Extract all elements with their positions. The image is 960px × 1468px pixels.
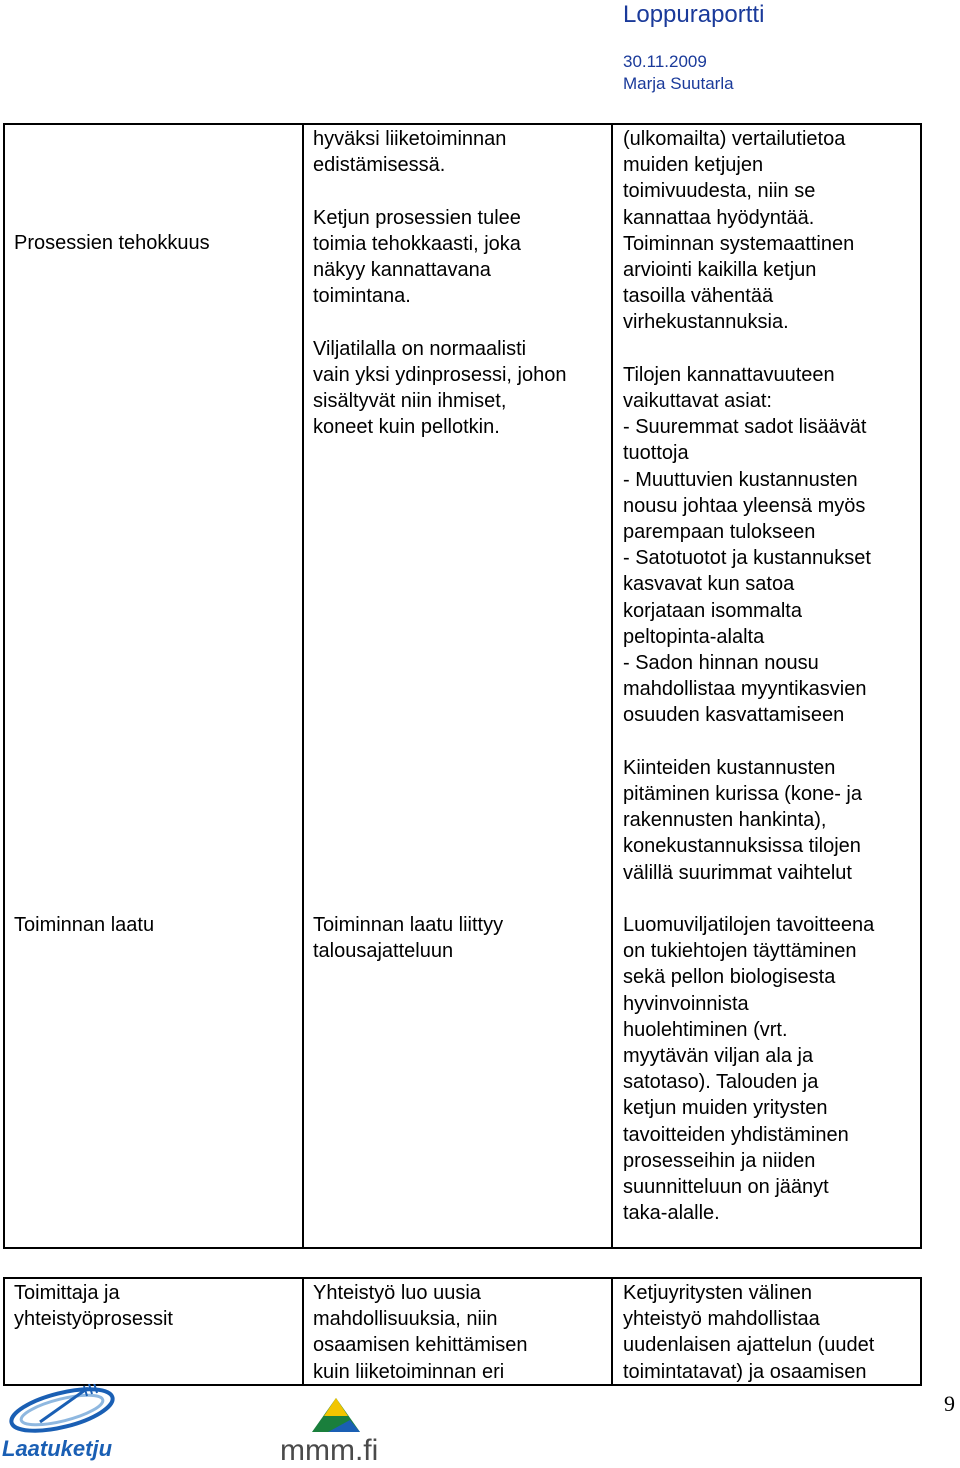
paragraph: Luomuviljatilojen tavoitteena on tukiehtojen täyttäminen sekä pellon biologisesta hyvinvoinnista huolehtiminen (vrt. myytävän viljan ala ja satotaso). Talouden ja ketjun muiden yritysten tavoitteiden yhdistäminen prosesseihin ja niiden suunnitteluun on jäänyt taka-alalle.	[623, 914, 875, 1225]
table-border	[920, 123, 922, 1249]
paragraph: (ulkomailta) vertailutietoa muiden ketjujen toimivuudesta, niin se kannattaa hyödyntää. Toiminnan systemaattinen arviointi kaikilla ketjun tasoilla vähentää virhekustannuksia.	[623, 128, 855, 334]
table-border	[920, 1277, 922, 1386]
mmm-fi-logo	[278, 1394, 408, 1468]
row-label-prosessien: Prosessien tehokkuus	[14, 232, 210, 254]
paragraph: Tilojen kannattavuuteen vaikuttavat asiat: - Suuremmat sadot lisäävät tuottoja - Muuttuvien kustannusten nousu johtaa yleensä myös parempaan tulokseen - Satotuotot ja kustannukset kasvavat kun satoa korjataan isommalta peltopinta-alalta - Sadon hinnan nousu mahdollistaa myyntikasvien osuuden kasvattamiseen	[623, 363, 871, 727]
table-cell-label	[14, 912, 154, 938]
report-author: Marja Suutarla	[623, 74, 734, 93]
laatuketju-logo	[0, 1384, 170, 1468]
page-number: 9	[944, 1391, 955, 1416]
table-cell-description	[313, 1280, 528, 1385]
table-border	[302, 1277, 304, 1386]
table-cell-label	[14, 230, 210, 256]
report-title: Loppuraportti	[623, 1, 765, 28]
paragraph: Kiinteiden kustannusten pitäminen kurissa (kone- ja rakennusten hankinta), konekustannuksissa tilojen välillä suurimmat vaihtelut	[623, 756, 862, 884]
paragraph: Ketjuyritysten välinen yhteistyö mahdollistaa uudenlaisen ajattelun (uudet toimintatavat) ja osaamisen	[623, 1282, 875, 1383]
paragraph: Toiminnan laatu liittyy talousajatteluun	[313, 914, 504, 963]
table-cell-description	[313, 912, 503, 964]
table-border	[611, 123, 613, 1249]
paragraph: Yhteistyö luo uusia mahdollisuuksia, niin osaamisen kehittämisen kuin liiketoiminnan eri	[313, 1282, 528, 1383]
table-cell-findings	[623, 1280, 874, 1385]
table-border	[3, 1277, 5, 1386]
report-date: 30.11.2009	[623, 52, 707, 71]
table-border	[3, 1247, 922, 1249]
paragraph: hyväksi liiketoiminnan edistämisessä.	[313, 128, 507, 177]
svg-text:mmm.fi: mmm.fi	[280, 1434, 379, 1463]
table-border	[3, 123, 5, 1249]
row-label-toimittaja: Toimittaja ja yhteistyöprosessit	[14, 1282, 173, 1331]
table-border	[3, 123, 922, 125]
table-border	[611, 1277, 613, 1386]
paragraph: Viljatilalla on normaalisti vain yksi ydinprosessi, johon sisältyvät niin ihmiset, koneet kuin pellotkin.	[313, 337, 567, 439]
table-cell-label	[14, 1280, 173, 1332]
row-label-laatu: Toiminnan laatu	[14, 914, 155, 936]
table-cell-description	[313, 126, 566, 440]
table-border	[3, 1277, 922, 1279]
paragraph: Ketjun prosessien tulee toimia tehokkaasti, joka näkyy kannattavana toimintana.	[313, 206, 521, 308]
table-cell-findings	[623, 126, 874, 1226]
svg-text:Laatuketju: Laatuketju	[2, 1436, 113, 1461]
table-border	[302, 123, 304, 1249]
